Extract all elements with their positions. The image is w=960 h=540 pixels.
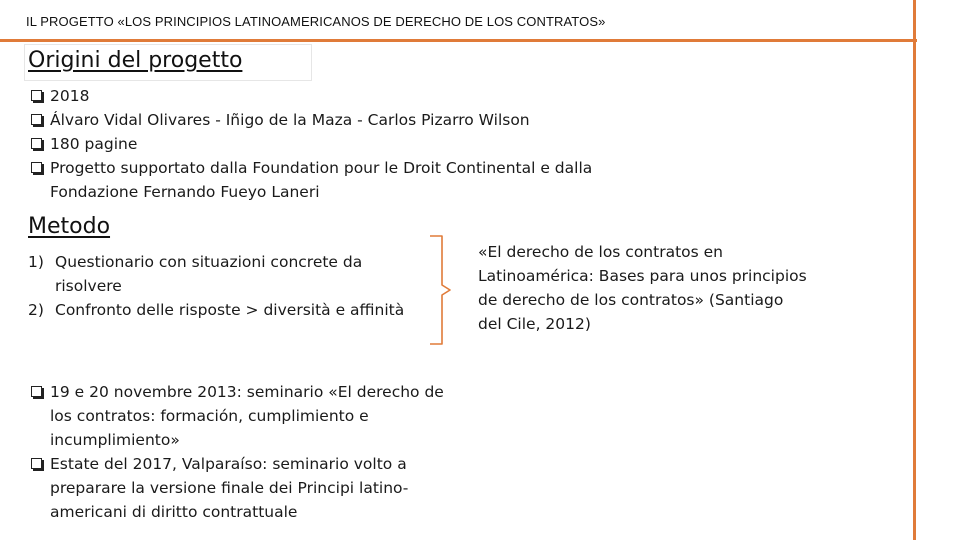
- origini-list: [28, 84, 608, 204]
- list-item-text: 19 e 20 novembre 2013: seminario «El derecho de los contratos: formación, cumplimiento e incumplimiento»: [50, 383, 444, 449]
- list-item: [28, 108, 608, 132]
- list-item: [28, 156, 608, 204]
- step-number: 1): [28, 253, 44, 271]
- list-item-text: Progetto supportato dalla Foundation pour le Droit Continental e dalla Fondazione Fernando Fueyo Laneri: [50, 159, 593, 201]
- origini-heading: Origini del progetto: [28, 48, 243, 73]
- seminari-list: [28, 380, 468, 524]
- list-item-text: Álvaro Vidal Olivares - Iñigo de la Maza - Carlos Pizarro Wilson: [50, 111, 530, 129]
- list-item: [28, 84, 608, 108]
- list-item-text: Estate del 2017, Valparaíso: seminario volto a preparare la versione finale dei Principi latino-americani di diritto contrattuale: [50, 455, 409, 521]
- step-text: Questionario con situazioni concrete da risolvere: [55, 253, 363, 295]
- header-divider: [0, 39, 917, 42]
- method-step: [28, 250, 408, 298]
- right-bracket-icon: [428, 234, 454, 346]
- list-item: [28, 452, 468, 524]
- checkbox-bullet-icon: [31, 386, 42, 397]
- metodo-heading: Metodo: [28, 214, 111, 239]
- step-number: 2): [28, 301, 44, 319]
- checkbox-bullet-icon: [31, 114, 42, 125]
- metodo-steps: [28, 250, 408, 322]
- list-item-text: 2018: [50, 87, 90, 105]
- checkbox-bullet-icon: [31, 90, 42, 101]
- method-step: [28, 298, 408, 322]
- checkbox-bullet-icon: [31, 458, 42, 469]
- list-item: [28, 380, 468, 452]
- slide-title: IL PROGETTO «LOS PRINCIPIOS LATINOAMERICANOS DE DERECHO DE LOS CONTRATOS»: [26, 14, 606, 29]
- list-item-text: 180 pagine: [50, 135, 138, 153]
- checkbox-bullet-icon: [31, 138, 42, 149]
- right-border: [913, 0, 916, 540]
- method-result-text: «El derecho de los contratos en Latinoamérica: Bases para unos principios de derecho de los contratos» (Santiago del Cile, 2012): [478, 243, 807, 333]
- step-text: Confronto delle risposte > diversità e affinità: [55, 301, 405, 319]
- list-item: [28, 132, 608, 156]
- checkbox-bullet-icon: [31, 162, 42, 173]
